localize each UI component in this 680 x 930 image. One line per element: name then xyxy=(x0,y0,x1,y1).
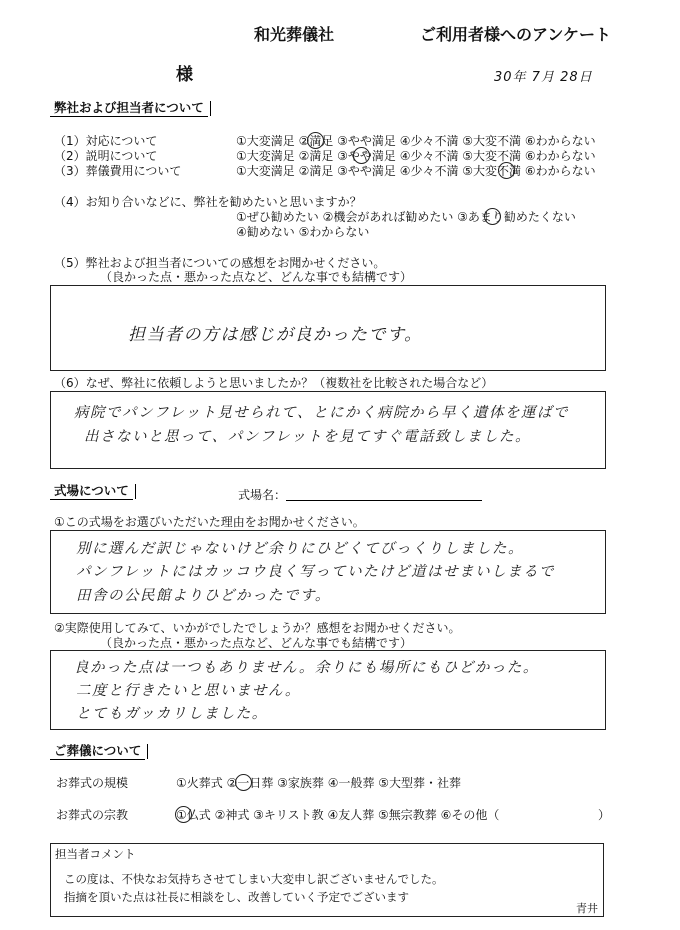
q3-label: （3）葬儀費用について xyxy=(54,164,182,178)
section-heading-venue: 式場について xyxy=(50,484,133,500)
q3-options[interactable]: ①大変満足 ②満足 ③やや満足 ④少々不満 ⑤大変不満 ⑥わからない xyxy=(236,164,596,178)
survey-date: 30年 7月 28日 xyxy=(494,70,593,85)
q6-answer-line2: 出さないと思って、パンフレットを見てすぐ電話致しました。 xyxy=(84,429,531,445)
q1-options[interactable]: ①大変満足 ②満足 ③やや満足 ④少々不満 ⑤大変不満 ⑥わからない xyxy=(236,134,596,148)
q5-sub: （良かった点・悪かった点など、どんな事でも結構です） xyxy=(100,270,413,284)
q5-answer: 担当者の方は感じが良かったです。 xyxy=(128,325,423,345)
venue-q1-label: ①この式場をお選びいただいた理由をお聞かせください。 xyxy=(54,515,365,529)
q2-label: （2）説明について xyxy=(54,149,158,163)
honorific: 様 xyxy=(176,65,193,85)
q6-answer-line1: 病院でパンフレット見せられて、とにかく病院から早く遺体を運ばで xyxy=(74,405,569,421)
survey-title: ご利用者様へのアンケート xyxy=(420,25,612,44)
staff-comment-line2: 指摘を頂いた点は社長に相談をし、改善していく予定でございます xyxy=(64,890,409,904)
q4-options-line1[interactable]: ①ぜひ勧めたい ②機会があれば勧めたい ③あまり勧めたくない xyxy=(236,210,576,224)
venue-q2-sub: （良かった点・悪かった点など、どんな事でも結構です） xyxy=(100,636,413,650)
venue-q1-answer-line2: パンフレットにはカッコウ良く写っていたけど道はせまいしまるで xyxy=(76,564,555,580)
q4-label: （4）お知り合いなどに、弊社を勧めたいと思いますか？ xyxy=(54,195,362,209)
religion-close-paren: ） xyxy=(598,808,611,822)
staff-comment-label: 担当者コメント xyxy=(55,847,136,861)
venue-field[interactable] xyxy=(286,500,482,501)
q6-label: （6）なぜ、弊社に依頼しようと思いましたか？（複数社を比較された場合など） xyxy=(54,376,494,390)
section-heading-staff: 弊社および担当者について xyxy=(50,101,208,117)
venue-q2-answer-line1: 良かった点は一つもありません。余りにも場所にもひどかった。 xyxy=(74,660,539,676)
company-name: 和光葬儀社 xyxy=(254,25,335,44)
venue-label: 式場名： xyxy=(238,488,287,502)
venue-q2-label: ②実際使用してみて、いかがでしたでしょうか？感想をお聞かせください。 xyxy=(54,621,461,635)
funeral-religion-label: お葬式の宗教 xyxy=(56,808,129,822)
venue-q2-answer-line3: とてもガッカリしました。 xyxy=(76,706,268,722)
q5-label: （5）弊社および担当者についての感想をお聞かせください。 xyxy=(54,256,386,270)
funeral-scale-label: お葬式の規模 xyxy=(56,776,129,790)
section-heading-funeral: ご葬儀について xyxy=(50,744,145,760)
funeral-scale-options[interactable]: ①火葬式 ②一日葬 ③家族葬 ④一般葬 ⑤大型葬・社葬 xyxy=(176,776,462,790)
q2-options[interactable]: ①大変満足 ②満足 ③やや満足 ④少々不満 ⑤大変不満 ⑥わからない xyxy=(236,149,596,163)
q1-label: （1）対応について xyxy=(54,134,158,148)
staff-name: 青井 xyxy=(576,902,598,915)
funeral-religion-options[interactable]: ①仏式 ②神式 ③キリスト教 ④友人葬 ⑤無宗教葬 ⑥その他（ xyxy=(176,808,500,822)
venue-q2-answer-line2: 二度と行きたいと思いません。 xyxy=(76,683,301,699)
q4-options-line2[interactable]: ④勧めない ⑤わからない xyxy=(236,225,370,239)
venue-q1-answer-line1: 別に選んだ訳じゃないけど余りにひどくてびっくりしました。 xyxy=(76,541,524,557)
staff-comment-line1: この度は、不快なお気持ちさせてしまい大変申し訳ございませんでした。 xyxy=(64,872,444,886)
venue-q1-answer-line3: 田舎の公民館よりひどかったです。 xyxy=(76,588,331,604)
